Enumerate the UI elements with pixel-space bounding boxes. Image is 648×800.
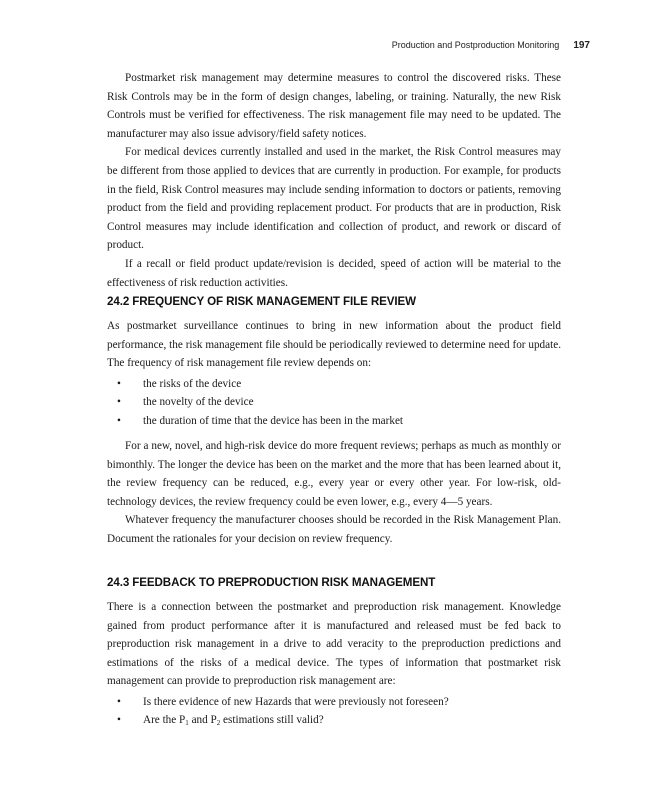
section-24-3-lead: There is a connection between the postmarket and preproduction risk management. Knowledge gained from product performance after it is manufactured and released must be fed back to preproduction risk management in a drive to add veracity to the preproduction predictions and estimations of the risks of a medical device. The types of information that postmarket risk management can provide to preproduction risk management are: [107,601,561,688]
section-24-2-paragraph-2: Whatever frequency the manufacturer chooses should be recorded in the Risk Management Plan. Document the rationales for your decision on review frequency. [107,514,561,545]
text-fragment: estimations still valid? [220,714,324,727]
list-item [107,375,561,393]
text-fragment: and P [188,714,217,727]
bullet-icon: • [117,714,121,727]
list-item-text: Is there evidence of new Hazards that were previously not foreseen? [143,695,449,708]
section-24-2-bullet-list [107,375,561,430]
bullet-icon: • [117,396,121,409]
list-item [107,393,561,411]
bullet-icon: • [117,414,121,427]
intro-paragraph-2: For medical devices currently installed and used in the market, the Risk Control measures may be different from those applied to devices that are currently in production. For example, for products in the field, Risk Control measures may include sending information to doctors or patients, removing product from the field and providing replacement product. For products that are in production, Risk Control measures may include identification and collection of product, and rework or discard of product. [107,146,561,252]
list-item-text: the novelty of the device [143,396,254,409]
running-head [392,40,590,51]
section-24-2-continued [107,437,561,549]
list-item-text: the risks of the device [143,377,242,390]
intro-paragraph-1: Postmarket risk management may determine measures to control the discovered risks. These Risk Controls may be in the form of design changes, labeling, or training. Naturally, the new Risk Controls must be verified for effectiveness. The risk management file may need to be updated. The manufacturer may also issue advisory/field safety notices. [107,72,561,140]
bullet-icon: • [117,377,121,390]
intro-text [107,69,561,292]
subscript-1: 1 [185,719,189,728]
section-heading-24-3: 24.3 FEEDBACK TO PREPRODUCTION RISK MANAGEMENT [107,576,436,589]
section-24-2-body [107,317,561,430]
section-24-2-lead: As postmarket surveillance continues to bring in new information about the product field performance, the risk management file should be periodically reviewed to determine need for update. The frequency of risk management file review depends on: [107,320,561,370]
page-number: 197 [573,40,590,51]
intro-paragraph-3: If a recall or field product update/revision is decided, speed of action will be material to the effectiveness of risk reduction activities. [107,257,561,289]
section-24-3-body [107,598,561,730]
section-heading-24-2: 24.2 FREQUENCY OF RISK MANAGEMENT FILE REVIEW [107,295,416,308]
list-item [107,711,561,729]
running-head-title: Production and Postproduction Monitoring [391,40,560,50]
bullet-icon: • [117,695,121,708]
section-24-3-bullet-list [107,693,561,730]
list-item [107,693,561,711]
subscript-2: 2 [216,719,221,728]
list-item-text: the duration of time that the device has been in the market [143,414,404,427]
list-item-text [143,714,324,726]
list-item [107,412,561,430]
text-fragment: Are the P [143,714,186,727]
section-24-2-paragraph-1: For a new, novel, and high-risk device do more frequent reviews; perhaps as much as monthly or bimonthly. The longer the device has been on the market and the more that has been learned about it, the review frequency can be reduced, e.g., every year or every other year. For low-risk, old-technology devices, the review frequency could be even lower, e.g., every 4—5 years. [107,440,561,508]
